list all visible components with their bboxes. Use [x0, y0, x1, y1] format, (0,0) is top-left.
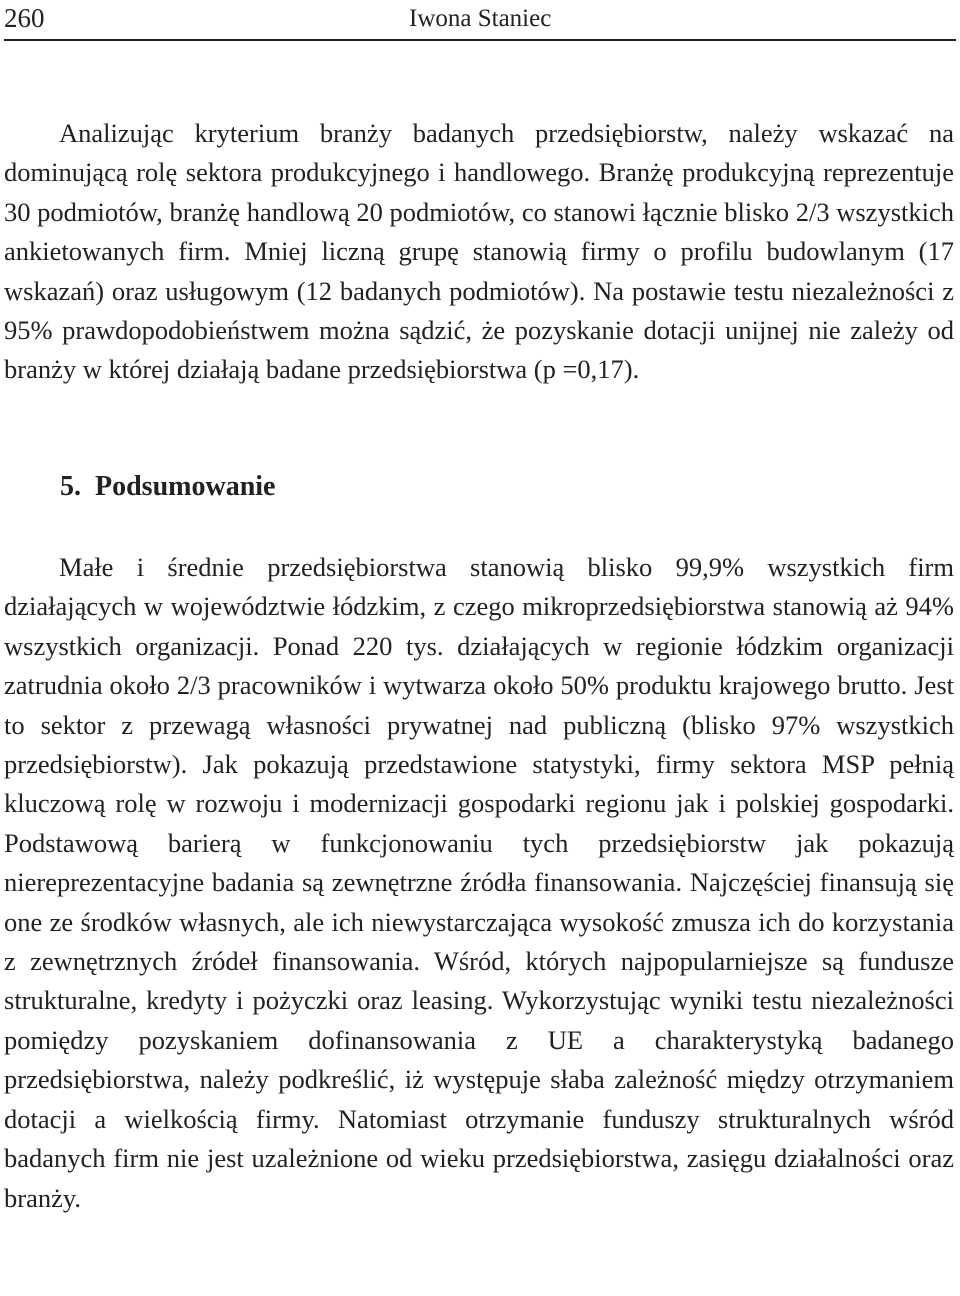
running-header [4, 0, 956, 38]
body-paragraph-summary: Małe i średnie przedsiębiorstwa stanowią blisko 99,9% wszystkich firm działających w województwie łódzkim, z czego mikroprzedsiębiorstwa stanowią aż 94% wszystkich organizacji. Ponad 220 tys. działających w regionie łódzkim organizacji zatrudnia około 2/3 pracowników i wytwarza około 50% produktu krajowego brutto. Jest to sektor z przewagą własności prywatnej nad publiczną (blisko 97% wszystkich przedsiębiorstw). Jak pokazują przedstawione statystyki, firmy sektora MSP pełnią kluczową rolę w rozwoju i modernizacji gospodarki regionu jak i polskiej gospodarki. Podstawową barierą w funkcjonowaniu tych przedsiębiorstw jak pokazują niereprezentacyjne badania są zewnętrzne źródła finansowania. Najczęściej finansują się one ze środków własnych, ale ich niewystarczająca wysokość zmusza ich do korzystania z zewnętrznych źródeł finansowania. Wśród, których najpopularniejsze są fundusze strukturalne, kredyty i pożyczki oraz leasing. Wykorzystując wyniki testu niezależności pomiędzy pozyskaniem dofinansowania z UE a charakterystyką badanego przedsiębiorstwa, należy podkreślić, iż występuje słaba zależność między otrzymaniem dotacji a wielkością firmy. Natomiast otrzymanie funduszy strukturalnych wśród badanych firm nie jest uzależnione od wieku przedsiębiorstwa, zasięgu działalności oraz branży. [4, 552, 954, 1213]
header-rule [4, 39, 956, 41]
page-number: 260 [4, 3, 45, 33]
section-number: 5. [60, 471, 81, 502]
body-paragraph-industry-analysis: Analizując kryterium branży badanych przedsiębiorstw, należy wskazać na dominującą rolę sektora produkcyjnego i handlowego. Branżę produkcyjną reprezentuje 30 podmiotów, branżę handlową 20 podmiotów, co stanowi łącznie blisko 2/3 wszystkich ankietowanych firm. Mniej liczną grupę stanowią firmy o profilu budowlanym (17 wskazań) oraz usługowym (12 badanych podmiotów). Na postawie testu niezależności z 95% prawdopodobieństwem można sądzić, że pozyskanie dotacji unijnej nie zależy od branży w której działają badane przedsiębiorstwa (p =0,17). [4, 118, 954, 385]
running-head-author: Iwona Staniec [409, 5, 552, 32]
section-heading [60, 467, 275, 507]
section-title: Podsumowanie [95, 471, 276, 502]
